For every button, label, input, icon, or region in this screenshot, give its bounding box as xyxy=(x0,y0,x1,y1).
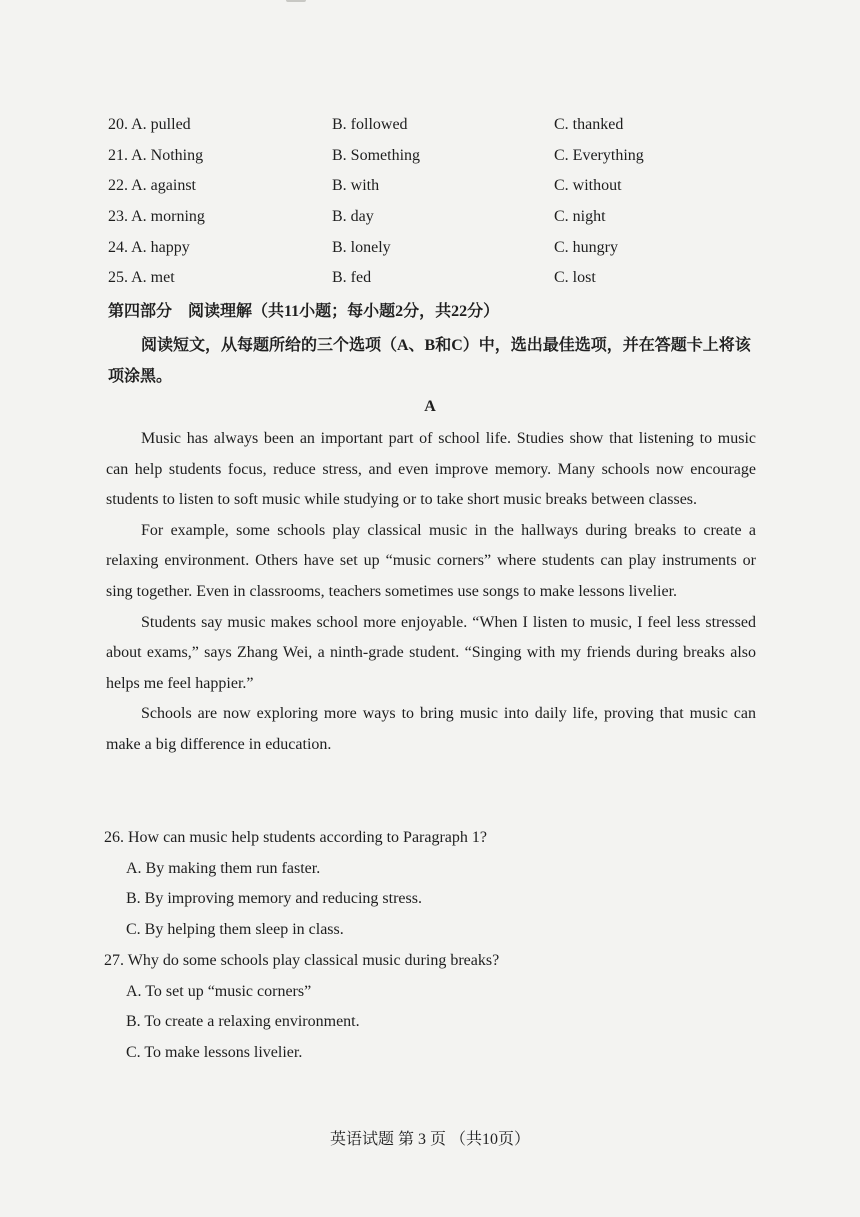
question-27 xyxy=(104,946,784,1068)
page-footer: 英语试题 第 3 页 （共10页） xyxy=(329,1131,530,1148)
scan-mark xyxy=(286,0,306,2)
paragraph: Students say music makes school more enjoyable. “When I listen to music, I feel less stressed about exams,” says Zhang Wei, a ninth-grade student. “Singing with my friends during breaks also helps me feel happier.” xyxy=(106,613,756,692)
option-a: 22. A. against xyxy=(108,177,196,194)
option-row-25 xyxy=(0,269,860,293)
paragraph: For example, some schools play classical music in the hallways during breaks to create a relaxing environment. Others have set up “music corners” where students can play instruments or sing together. Even in classrooms, teachers sometimes use songs to make lessons livelier. xyxy=(106,521,756,600)
option-a: 25. A. met xyxy=(108,269,175,286)
option-b: B. day xyxy=(332,208,374,225)
answer-option: A. By making them run faster. xyxy=(126,859,321,877)
option-b: B. fed xyxy=(332,269,372,286)
option-c: C. thanked xyxy=(554,116,624,133)
question-stem: 26. How can music help students according to Paragraph 1? xyxy=(104,829,488,846)
option-a: 20. A. pulled xyxy=(108,116,191,133)
paragraph: Music has always been an important part of school life. Studies show that listening to music can help students focus, reduce stress, and even improve memory. Many schools now encourage students to listen to soft music while studying or to take short music breaks between classes. xyxy=(106,430,756,509)
option-c: C. Everything xyxy=(554,147,644,164)
answer-option: A. To set up “music corners” xyxy=(126,982,312,1000)
answer-option: C. By helping them sleep in class. xyxy=(126,920,344,938)
section-title: 第四部分 阅读理解（共11小题；每小题2分，共22分） xyxy=(108,303,500,320)
paragraph: Schools are now exploring more ways to bring music into daily life, proving that music can make a big difference in education. xyxy=(106,705,756,753)
passage-label: A xyxy=(424,398,436,415)
answer-option: B. To create a relaxing environment. xyxy=(126,1013,360,1030)
option-row-20 xyxy=(0,116,860,140)
option-b: B. Something xyxy=(332,147,421,164)
option-c: C. night xyxy=(554,208,606,225)
option-a: 23. A. morning xyxy=(108,208,205,225)
option-row-24 xyxy=(0,239,860,263)
question-26 xyxy=(104,823,784,945)
option-row-23 xyxy=(0,208,860,232)
option-b: B. followed xyxy=(332,116,408,133)
answer-option: B. By improving memory and reducing stress. xyxy=(126,890,422,907)
passage-text xyxy=(106,424,756,761)
option-b: B. with xyxy=(332,177,380,194)
option-a: 21. A. Nothing xyxy=(108,147,204,164)
option-c: C. lost xyxy=(554,269,596,286)
option-c: C. hungry xyxy=(554,239,618,256)
option-b: B. lonely xyxy=(332,239,391,256)
option-c: C. without xyxy=(554,177,622,194)
option-row-22 xyxy=(0,177,860,201)
option-row-21 xyxy=(0,147,860,171)
question-stem: 27. Why do some schools play classical music during breaks? xyxy=(104,952,500,969)
section-instruction: 阅读短文，从每题所给的三个选项（A、B和C）中，选出最佳选项，并在答题卡上将该项涂黑。 xyxy=(108,337,751,385)
answer-option: C. To make lessons livelier. xyxy=(126,1043,303,1061)
option-a: 24. A. happy xyxy=(108,239,190,256)
